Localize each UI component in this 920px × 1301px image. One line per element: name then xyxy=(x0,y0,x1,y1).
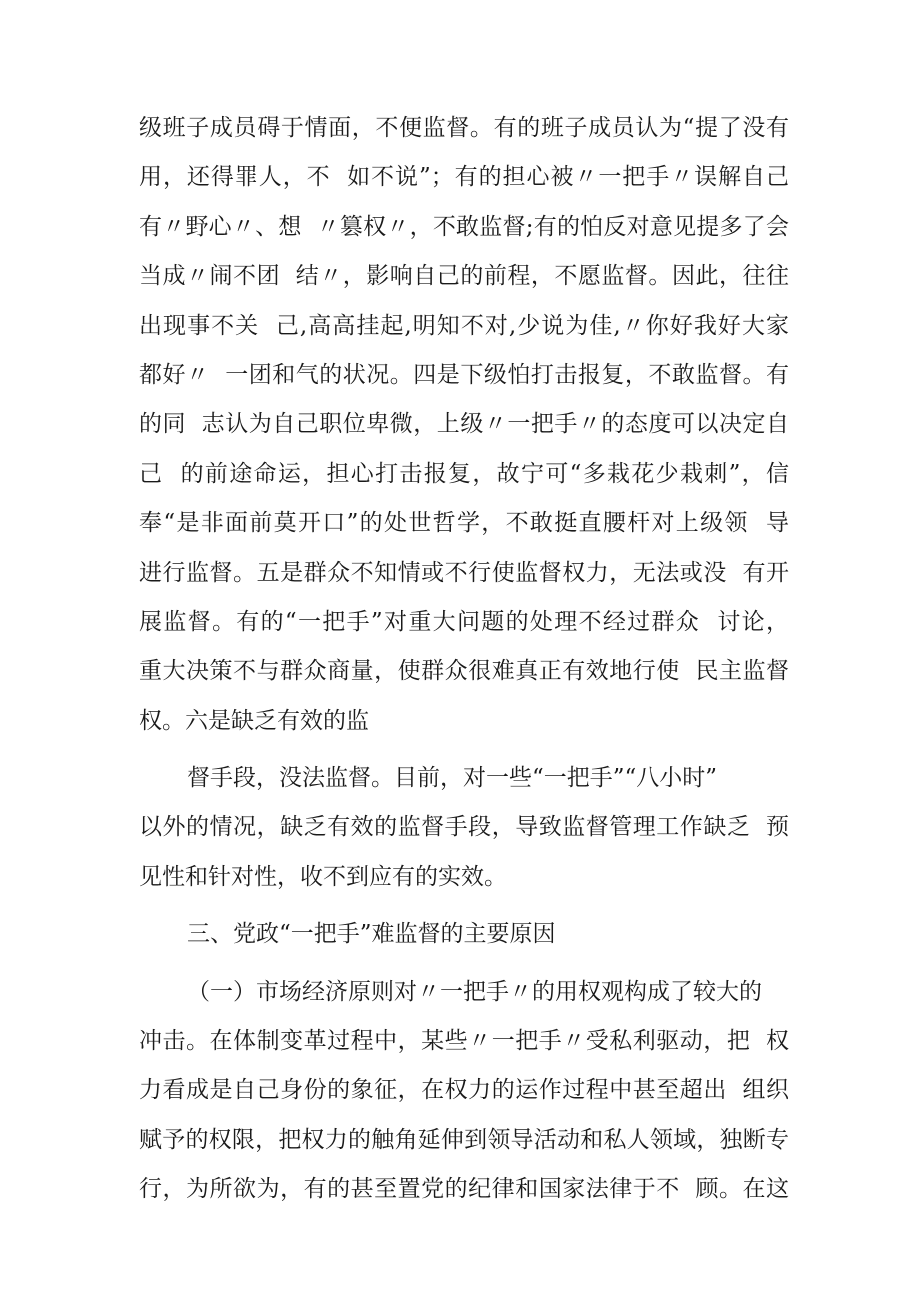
paragraph xyxy=(139,968,789,1215)
heading-text: 三、党政“一把手”难监督的主要原因 xyxy=(187,921,556,948)
text-line: 用，还得罪人，不 如不说”；有的担心被〃一把手〃误解自己 xyxy=(139,164,789,191)
text-line: 督手段，没法监督。目前，对一些“一把手”“八小时” xyxy=(187,765,718,792)
text-line: 见性和针对性，收不到应有的实效。 xyxy=(139,863,507,890)
text-line: 赋予的权限，把权力的触角延伸到领导活动和私人领域，独断专 xyxy=(139,1126,789,1153)
text-line: 当成〃闹不团 结〃，影响自己的前程，不愿监督。因此，往往 xyxy=(139,263,789,290)
document-body xyxy=(139,104,789,1215)
text-line: 行，为所欲为，有的甚至置党的纪律和国家法律于不 顾。在这 xyxy=(139,1176,789,1203)
paragraph xyxy=(139,754,789,902)
text-line: 重大决策不与群众商量，使群众很难真正有效地行使 民主监督 xyxy=(139,658,789,685)
paragraph xyxy=(139,104,789,746)
text-line: 出现事不关 己,高高挂起,明知不对,少说为佳,〃你好我好大家 xyxy=(139,312,789,339)
text-line: 力看成是自己身份的象征，在权力的运作过程中甚至超出 组织 xyxy=(139,1077,789,1104)
text-line: （一）市场经济原则对〃一把手〃的用权观构成了较大的 xyxy=(187,978,762,1005)
text-line: 冲击。在体制变革过程中，某些〃一把手〃受私利驱动，把 权 xyxy=(139,1028,789,1055)
text-line: 进行监督。五是群众不知情或不行使监督权力，无法或没 有开 xyxy=(139,559,789,586)
section-heading xyxy=(139,910,789,959)
text-line: 级班子成员碍于情面，不便监督。有的班子成员认为“提了没有 xyxy=(139,115,789,141)
text-line: 都好〃 一团和气的状况。四是下级怕打击报复，不敢监督。有 xyxy=(139,361,789,388)
text-line: 己 的前途命运，担心打击报复，故宁可“多栽花少栽刺”，信 xyxy=(139,460,789,487)
text-line: 的同 志认为自己职位卑微，上级〃一把手〃的态度可以决定自 xyxy=(139,411,789,438)
text-line: 以外的情况，缺乏有效的监督手段，导致监督管理工作缺乏 预 xyxy=(139,814,789,841)
text-line: 权。六是缺乏有效的监 xyxy=(139,707,369,734)
text-line: 有〃野心〃、想 〃篡权〃，不敢监督;有的怕反对意见提多了会 xyxy=(139,213,789,240)
text-line: 展监督。有的“一把手”对重大问题的处理不经过群众 讨论， xyxy=(139,608,789,635)
text-line: 奉“是非面前莫开口”的处世哲学，不敢挺直腰杆对上级领 导 xyxy=(139,510,789,537)
